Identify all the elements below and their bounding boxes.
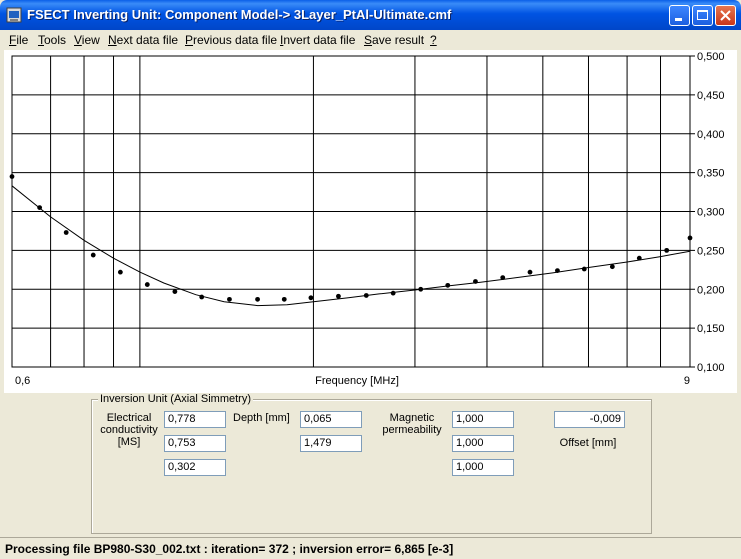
- y-tick-label: 0,450: [697, 89, 725, 102]
- offset-label: Offset [mm]: [559, 437, 617, 449]
- data-point: [37, 205, 42, 210]
- depth-field-1[interactable]: 0,065: [300, 411, 362, 428]
- close-icon: [716, 6, 735, 25]
- conductivity-field-1[interactable]: 0,778: [164, 411, 226, 428]
- data-point: [473, 279, 478, 284]
- data-point: [118, 270, 123, 275]
- x-tick-max: 9: [683, 375, 690, 387]
- app-icon: [6, 7, 22, 23]
- data-point: [336, 294, 341, 299]
- x-axis-label: Frequency [MHz]: [315, 375, 399, 387]
- data-point: [364, 293, 369, 298]
- y-tick-label: 0,150: [697, 323, 725, 336]
- data-point: [664, 248, 669, 253]
- menu-help[interactable]: ?: [430, 33, 437, 47]
- conductivity-field-2[interactable]: 0,753: [164, 435, 226, 452]
- data-point: [445, 283, 450, 288]
- window-title: FSECT Inverting Unit: Component Model-> 3Layer_PtAl-Ultimate.cmf: [27, 7, 452, 22]
- permeability-label: Magnetic permeability: [382, 412, 442, 436]
- menu-save-result[interactable]: Save result: [364, 33, 425, 47]
- title-bar[interactable]: [0, 0, 741, 30]
- menu-previous-data-file[interactable]: Previous data file: [185, 33, 278, 47]
- status-text: Processing file BP980-S30_002.txt : iteration= 372 ; inversion error= 6,865 [e-3]: [5, 542, 454, 556]
- data-point: [64, 230, 69, 235]
- data-point: [500, 275, 505, 280]
- data-point: [199, 295, 204, 300]
- data-point: [688, 236, 693, 241]
- y-tick-label: 0,300: [697, 206, 725, 219]
- y-tick-label: 0,400: [697, 128, 725, 141]
- y-tick-label: 0,250: [697, 245, 725, 258]
- depth-field-2[interactable]: 1,479: [300, 435, 362, 452]
- menu-file[interactable]: File: [9, 33, 29, 47]
- y-tick-label: 0,200: [697, 284, 725, 297]
- data-point: [637, 256, 642, 261]
- data-point: [418, 287, 423, 292]
- data-point: [255, 297, 260, 302]
- close-button[interactable]: [715, 5, 736, 26]
- permeability-field-3[interactable]: 1,000: [452, 459, 514, 476]
- maximize-icon: [693, 6, 712, 25]
- menu-view[interactable]: View: [74, 33, 100, 47]
- data-point: [391, 291, 396, 296]
- data-point: [282, 297, 287, 302]
- data-point: [555, 268, 560, 273]
- menu-tools[interactable]: Tools: [38, 33, 67, 47]
- conductivity-label: Electrical conductivity [MS]: [100, 412, 158, 448]
- data-point: [309, 295, 314, 300]
- depth-label: Depth [mm]: [233, 412, 290, 424]
- status-bar: [0, 537, 741, 559]
- y-tick-label: 0,500: [697, 51, 725, 63]
- offset-field[interactable]: -0,009: [554, 411, 625, 428]
- data-point: [610, 264, 615, 269]
- minimize-icon: [670, 6, 689, 25]
- data-point: [528, 270, 533, 275]
- menu-next-data-file[interactable]: Next data file: [108, 33, 179, 47]
- data-point: [172, 289, 177, 294]
- y-tick-label: 0,350: [697, 167, 725, 180]
- data-point: [227, 297, 232, 302]
- data-point: [10, 174, 15, 179]
- data-point: [582, 267, 587, 272]
- frequency-chart: [4, 50, 737, 393]
- x-tick-min: 0,6: [15, 375, 31, 387]
- maximize-button[interactable]: [692, 5, 713, 26]
- minimize-button[interactable]: [669, 5, 690, 26]
- inversion-unit-title: Inversion Unit (Axial Simmetry): [100, 393, 251, 405]
- data-point: [91, 253, 96, 258]
- menu-bar: [4, 30, 737, 49]
- permeability-field-1[interactable]: 1,000: [452, 411, 514, 428]
- conductivity-field-3[interactable]: 0,302: [164, 459, 226, 476]
- data-point: [145, 282, 150, 287]
- permeability-field-2[interactable]: 1,000: [452, 435, 514, 452]
- menu-invert-data-file[interactable]: Invert data file: [280, 33, 356, 47]
- y-tick-label: 0,100: [697, 362, 725, 374]
